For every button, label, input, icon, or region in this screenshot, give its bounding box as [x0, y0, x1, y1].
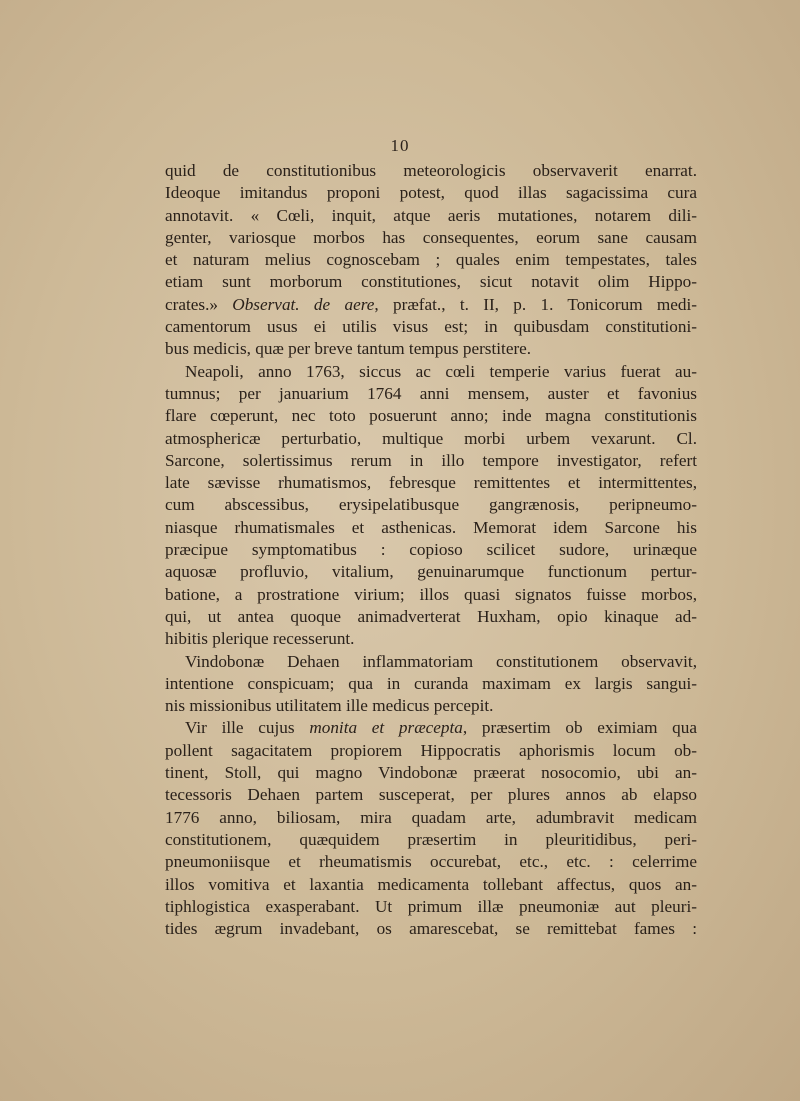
- text-line: hibitis plerique recesserunt.: [165, 629, 355, 649]
- text-line: quid de constitutionibus meteorologicis observaverit enarrat.: [165, 161, 697, 180]
- text-line: intentione conspicuam; qua in curanda maximam ex largis sangui-: [165, 673, 697, 693]
- page-number: 10: [390, 136, 410, 155]
- italic-citation: Observat. de aere: [232, 294, 375, 314]
- text-line: atmosphericæ perturbatio, multique morbi urbem vexarunt. Cl.: [165, 428, 697, 448]
- text-line: qui, ut antea quoque animadverterat Huxham, opio kinaque ad-: [165, 606, 697, 626]
- text-line: annotavit. « Cœli, inquit, atque aeris mutationes, notarem dili-: [165, 205, 697, 225]
- text-line: batione, a prostratione virium; illos quasi signatos fuisse morbos,: [165, 584, 697, 604]
- text-line: Ideoque imitandus proponi potest, quod illas sagacissima cura: [165, 183, 697, 203]
- text-line: pollent sagacitatem propiorem Hippocratis aphorismis locum ob-: [165, 740, 697, 760]
- text-line: pneumoniisque et rheumatismis occurebat, etc., etc. : celerrime: [165, 852, 697, 872]
- text-body: [165, 160, 697, 940]
- text-line: late sævisse rhumatismos, febresque remittentes et intermittentes,: [165, 473, 697, 493]
- text-line: tumnus; per januarium 1764 anni mensem, auster et favonius: [165, 383, 697, 403]
- text-line: et naturam melius cognoscebam ; quales enim tempestates, tales: [165, 250, 697, 270]
- text-line: etiam sunt morborum constitutiones, sicut notavit olim Hippo-: [165, 272, 697, 292]
- text-line: genter, variosque morbos has consequentes, eorum sane causam: [165, 227, 697, 247]
- text-line: niasque rhumatismales et asthenicas. Memorat idem Sarcone his: [165, 517, 697, 537]
- text-segment: , præsertim ob eximiam qua: [462, 718, 697, 738]
- italic-citation: monita et præcepta: [309, 718, 463, 738]
- text-line: præcipue symptomatibus : copioso scilicet sudore, urinæque: [165, 540, 697, 560]
- text-line: aquosæ profluvio, vitalium, genuinarumque functionum pertur-: [165, 562, 697, 582]
- text-line: 1776 anno, biliosam, mira quadam arte, adumbravit medicam: [165, 807, 697, 827]
- text-line: Vindobonæ Dehaen inflammatoriam constitutionem observavit,: [185, 651, 697, 671]
- text-line: [165, 294, 697, 316]
- text-line: tides ægrum invadebant, os amarescebat, se remittebat fames :: [165, 919, 697, 939]
- text-line: Sarcone, solertissimus rerum in illo tempore investigator, refert: [165, 450, 697, 470]
- text-line: constitutionem, quæquidem præsertim in pleuritidibus, peri-: [165, 829, 697, 849]
- text-line: illos vomitiva et laxantia medicamenta tollebant affectus, quos an-: [165, 874, 697, 894]
- text-segment: Vir ille cujus: [185, 718, 310, 738]
- text-line: camentorum usus ei utilis visus est; in quibusdam constitutioni-: [165, 317, 697, 337]
- text-line: flare cœperunt, nec toto posuerunt anno; inde magna constitutionis: [165, 406, 697, 426]
- text-line: tinent, Stoll, qui magno Vindobonæ præerat nosocomio, ubi an-: [165, 763, 697, 783]
- text-line: nis missionibus utilitatem ille medicus percepit.: [165, 696, 494, 716]
- text-line: tecessoris Dehaen partem susceperat, per plures annos ab elapso: [165, 785, 697, 805]
- text-line: [165, 717, 697, 739]
- text-line: tiphlogistica exasperabant. Ut primum illæ pneumoniæ aut pleuri-: [165, 896, 697, 916]
- text-line: bus medicis, quæ per breve tantum tempus perstitere.: [165, 339, 532, 359]
- text-segment: , præfat., t. II, p. 1. Tonicorum medi-: [374, 294, 697, 314]
- text-line: Neapoli, anno 1763, siccus ac cœli temperie varius fuerat au-: [185, 361, 697, 381]
- text-segment: crates.»: [165, 294, 233, 314]
- text-line: cum abscessibus, erysipelatibusque gangrænosis, peripneumo-: [165, 495, 697, 515]
